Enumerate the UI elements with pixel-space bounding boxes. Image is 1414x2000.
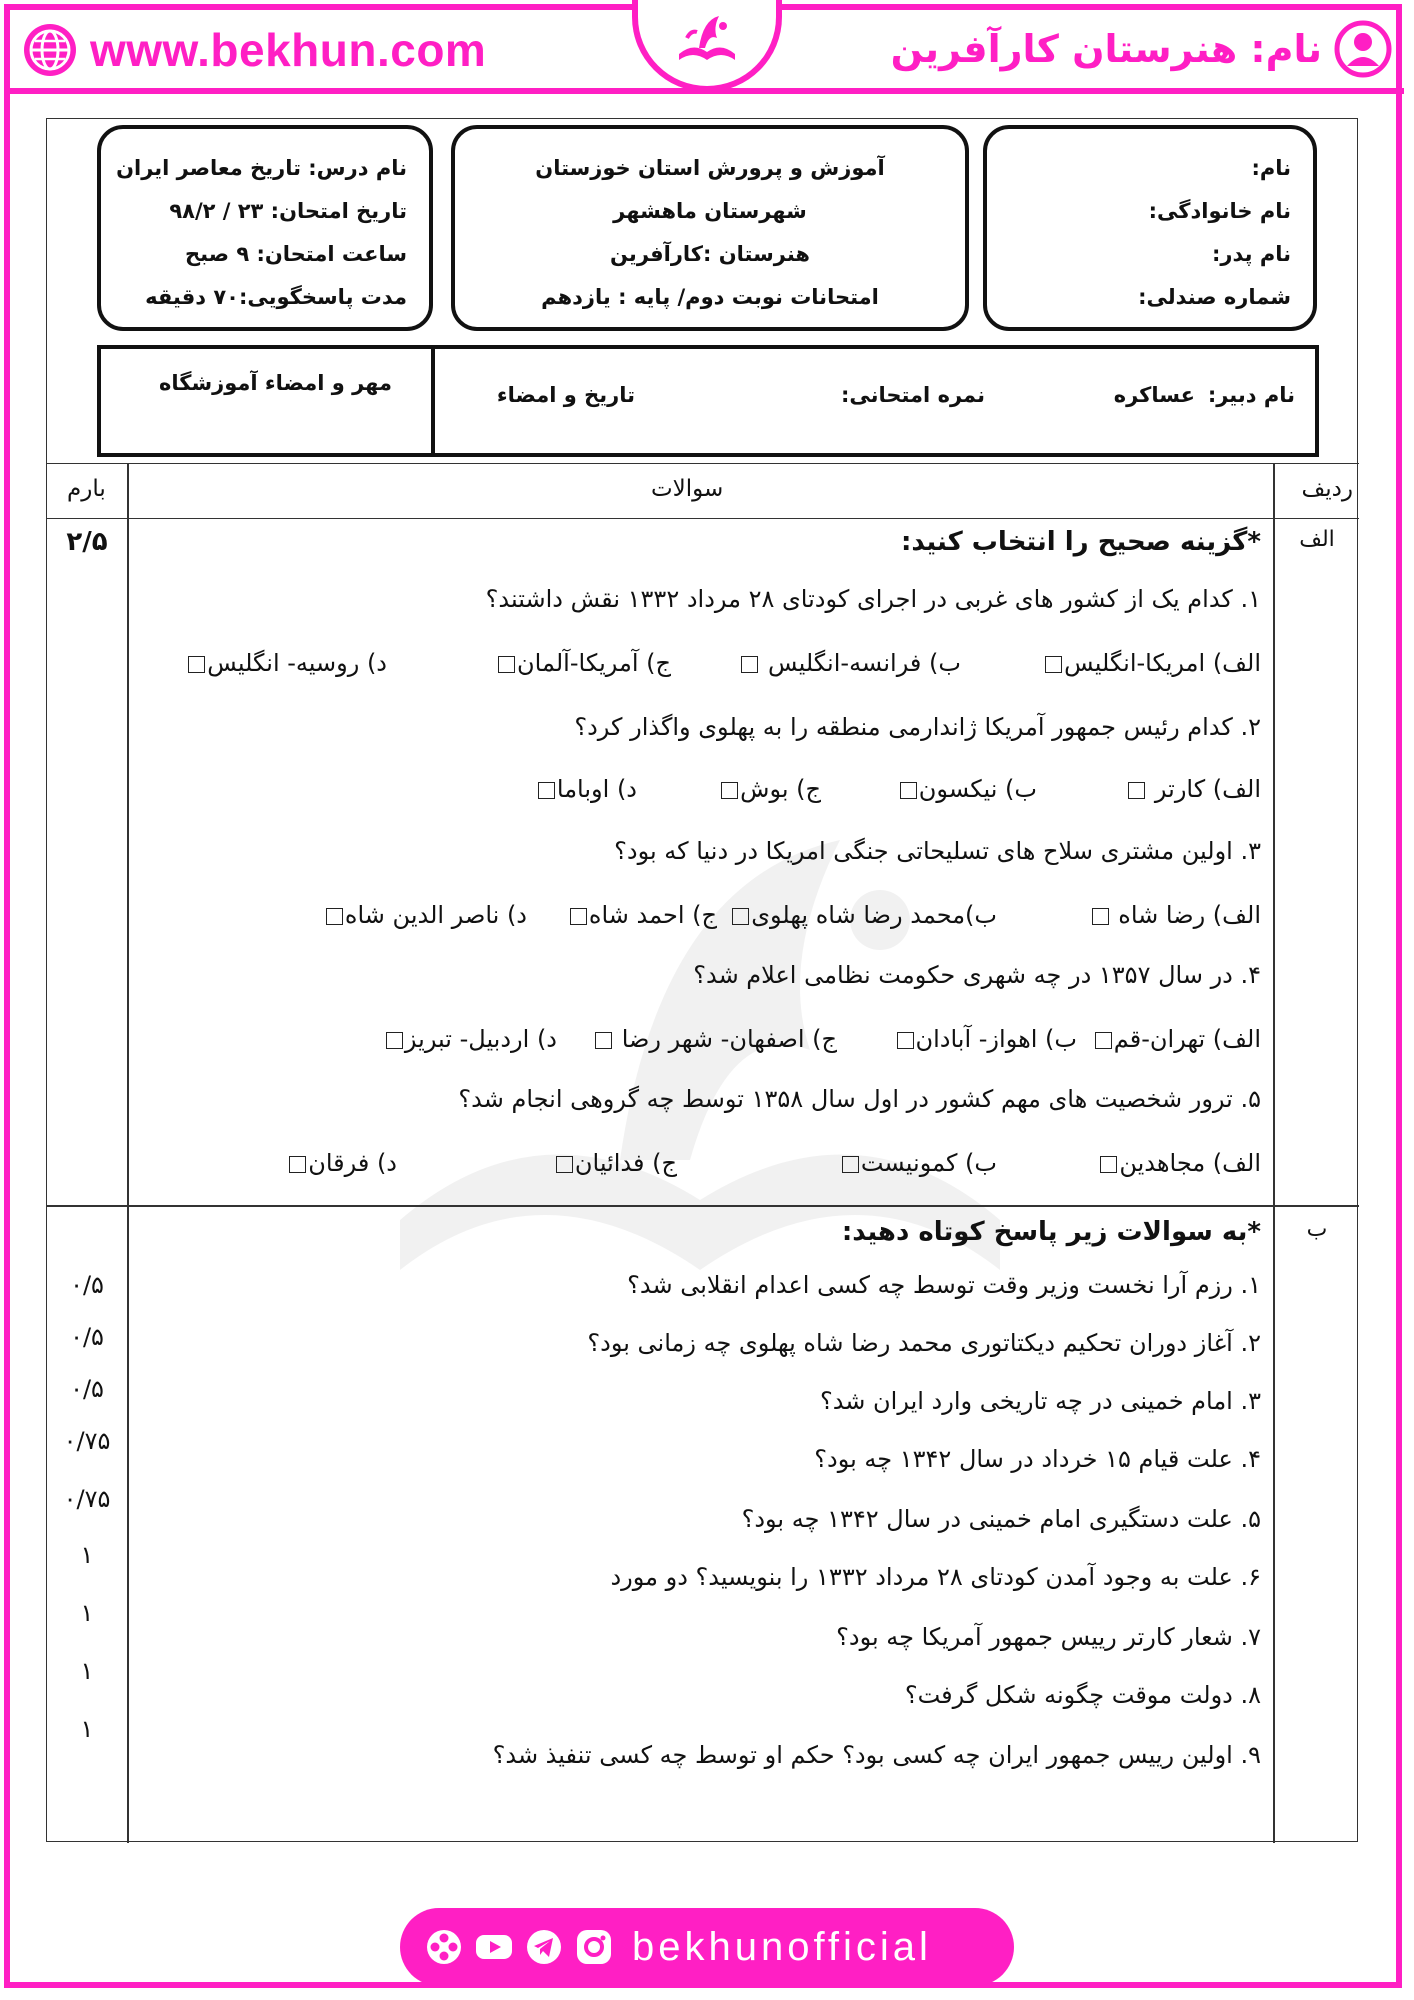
question-score: ۱ bbox=[80, 1657, 94, 1685]
question-score: ۱ bbox=[80, 1715, 94, 1743]
checkbox-icon[interactable] bbox=[897, 1032, 914, 1049]
course-info-box bbox=[97, 125, 433, 331]
top-bar bbox=[0, 0, 1414, 96]
short-question-8: ۸. دولت موقت چگونه شکل گرفت؟ bbox=[904, 1681, 1261, 1709]
checkbox-icon[interactable] bbox=[1100, 1156, 1117, 1173]
checkbox-icon[interactable] bbox=[842, 1156, 859, 1173]
city-line: شهرستان ماهشهر bbox=[613, 199, 807, 223]
question-score: ۰/۷۵ bbox=[63, 1485, 111, 1513]
mc-question-3: ۳. اولین مشتری سلاح های تسلیحاتی جنگی امریکا در دنیا که بود؟ bbox=[614, 837, 1261, 865]
checkbox-icon[interactable] bbox=[732, 908, 749, 925]
checkbox-icon[interactable] bbox=[1045, 656, 1062, 673]
organization-box bbox=[451, 125, 969, 331]
mc-option[interactable]: ب)محمد رضا شاه پهلوی bbox=[730, 901, 997, 929]
question-score: ۰/۷۵ bbox=[63, 1427, 111, 1455]
mc-option[interactable]: د) روسیه- انگلیس bbox=[186, 649, 387, 677]
mc-option[interactable]: د) ناصر الدین شاه bbox=[324, 901, 527, 929]
province-line: آموزش و پرورش استان خوزستان bbox=[535, 156, 885, 180]
father-name-label: نام پدر: bbox=[1212, 242, 1291, 266]
teacher-label: نام دبیر: bbox=[1207, 383, 1295, 407]
mc-option[interactable]: الف) رضا شاه bbox=[1090, 901, 1261, 929]
question-score: ۱ bbox=[80, 1541, 94, 1569]
school-header bbox=[891, 18, 1392, 80]
short-question-9: ۹. اولین رییس جمهور ایران چه کسی بود؟ حکم او توسط چه کسی تنفیذ شد؟ bbox=[492, 1741, 1261, 1769]
checkbox-icon[interactable] bbox=[556, 1156, 573, 1173]
row-column-header: ردیف bbox=[1301, 476, 1353, 502]
exam-time: ساعت امتحان: ۹ صبح bbox=[185, 242, 407, 266]
youtube-icon[interactable] bbox=[474, 1927, 514, 1967]
site-link[interactable] bbox=[22, 20, 486, 80]
score-column-line bbox=[127, 463, 129, 1843]
mc-option[interactable]: د) اوباما bbox=[536, 775, 637, 803]
checkbox-icon[interactable] bbox=[538, 782, 555, 799]
checkbox-icon[interactable] bbox=[386, 1032, 403, 1049]
mc-option[interactable]: د) اردبیل- تبریز bbox=[384, 1025, 557, 1053]
short-question-3: ۳. امام خمینی در چه تاریخی وارد ایران شد؟ bbox=[819, 1387, 1261, 1415]
mc-option[interactable]: ج) بوش bbox=[719, 775, 821, 803]
mc-option[interactable]: ج) آمریکا-آلمان bbox=[496, 649, 671, 677]
mc-option[interactable]: ب) اهواز- آبادان bbox=[895, 1025, 1078, 1053]
school-stamp-label: مهر و امضاء آموزشگاه bbox=[159, 371, 393, 395]
site-url: www.bekhun.com bbox=[90, 24, 487, 76]
teacher-name: عساکره bbox=[1113, 383, 1195, 407]
exam-date: تاریخ امتحان: ۲۳ / ۹۸/۲ bbox=[169, 199, 407, 223]
social-footer bbox=[400, 1908, 1014, 1986]
score-column-header: بارم bbox=[67, 476, 106, 502]
exam-term-line: امتحانات نوبت دوم/ پایه : یازدهم bbox=[541, 285, 879, 309]
table-header bbox=[47, 463, 1359, 519]
mc-question-2: ۲. کدام رئیس جمهور آمریکا ژاندارمی منطقه را به پهلوی واگذار کرد؟ bbox=[574, 713, 1261, 741]
header-divider bbox=[10, 88, 1404, 94]
short-question-4: ۴. علت قیام ۱۵ خرداد در سال ۱۳۴۲ چه بود؟ bbox=[814, 1445, 1261, 1473]
signature-divider bbox=[431, 349, 435, 453]
short-question-2: ۲. آغاز دوران تحکیم دیکتاتوری محمد رضا شاه پهلوی چه زمانی بود؟ bbox=[587, 1329, 1261, 1357]
student-family-label: نام خانوادگی: bbox=[1148, 199, 1291, 223]
section-a-label: الف bbox=[1299, 527, 1335, 552]
section-b-label: ب bbox=[1306, 1217, 1328, 1242]
question-score: ۰/۵ bbox=[70, 1375, 104, 1403]
mc-question-5: ۵. ترور شخصیت های مهم کشور در اول سال ۱۳۵۸ توسط چه گروهی انجام شد؟ bbox=[458, 1085, 1261, 1113]
short-question-1: ۱. رزم آرا نخست وزیر وقت توسط چه کسی اعدام انقلابی شد؟ bbox=[627, 1271, 1261, 1299]
exam-sheet bbox=[46, 118, 1358, 1842]
signature-row bbox=[97, 345, 1319, 457]
mc-option[interactable]: ب) فرانسه-انگلیس bbox=[739, 649, 961, 677]
checkbox-icon[interactable] bbox=[900, 782, 917, 799]
mc-option[interactable]: الف) تهران-قم bbox=[1093, 1025, 1261, 1053]
aparat-icon[interactable] bbox=[424, 1927, 464, 1967]
mc-question-1: ۱. کدام یک از کشور های غربی در اجرای کودتای ۲۸ مرداد ۱۳۳۲ نقش داشتند؟ bbox=[485, 585, 1261, 613]
checkbox-icon[interactable] bbox=[1092, 908, 1109, 925]
section-a-score: ۲/۵ bbox=[66, 527, 108, 557]
section-a-title: *گزینه صحیح را انتخاب کنید: bbox=[900, 527, 1261, 557]
checkbox-icon[interactable] bbox=[1128, 782, 1145, 799]
school-name: نام: هنرستان کارآفرین bbox=[890, 27, 1322, 71]
mc-question-4: ۴. در سال ۱۳۵۷ در چه شهری حکومت نظامی اعلام شد؟ bbox=[693, 961, 1261, 989]
short-question-7: ۷. شعار کارتر رییس جمهور آمریکا چه بود؟ bbox=[836, 1623, 1261, 1651]
checkbox-icon[interactable] bbox=[498, 656, 515, 673]
mc-option[interactable]: ب) کمونیست bbox=[840, 1149, 997, 1177]
seat-number-label: شماره صندلی: bbox=[1138, 285, 1291, 309]
question-score: ۱ bbox=[80, 1599, 94, 1627]
telegram-icon[interactable] bbox=[524, 1927, 564, 1967]
checkbox-icon[interactable] bbox=[1095, 1032, 1112, 1049]
mc-option[interactable]: الف) مجاهدین bbox=[1098, 1149, 1261, 1177]
checkbox-icon[interactable] bbox=[741, 656, 758, 673]
social-handle[interactable]: bekhunofficial bbox=[632, 1924, 932, 1969]
mc-option[interactable]: الف) کارتر bbox=[1126, 775, 1261, 803]
section-b-title: *به سوالات زیر پاسخ کوتاه دهید: bbox=[841, 1217, 1261, 1247]
globe-icon bbox=[22, 22, 78, 78]
student-name-label: نام: bbox=[1251, 156, 1291, 180]
mc-option[interactable]: د) فرقان bbox=[287, 1149, 397, 1177]
section-separator bbox=[47, 1205, 1359, 1207]
question-score: ۰/۵ bbox=[70, 1271, 104, 1299]
checkbox-icon[interactable] bbox=[595, 1032, 612, 1049]
grade-label: نمره امتحانی: bbox=[840, 383, 985, 407]
exam-duration: مدت پاسخگویی:۷۰ دقیقه bbox=[145, 285, 407, 309]
mc-option[interactable]: الف) امریکا-انگلیس bbox=[1043, 649, 1261, 677]
student-info-box bbox=[983, 125, 1317, 331]
school-line: هنرستان :کارآفرین bbox=[610, 242, 810, 266]
questions-column-header: سوالات bbox=[651, 476, 724, 502]
checkbox-icon[interactable] bbox=[289, 1156, 306, 1173]
user-icon bbox=[1334, 20, 1392, 78]
mc-option[interactable]: ج) اصفهان- شهر رضا bbox=[593, 1025, 837, 1053]
question-score: ۰/۵ bbox=[70, 1323, 104, 1351]
course-name: نام درس: تاریخ معاصر ایران bbox=[116, 156, 407, 180]
checkbox-icon[interactable] bbox=[326, 908, 343, 925]
checkbox-icon[interactable] bbox=[721, 782, 738, 799]
short-question-5: ۵. علت دستگیری امام خمینی در سال ۱۳۴۲ چه بود؟ bbox=[741, 1505, 1261, 1533]
date-signature-label: تاریخ و امضاء bbox=[496, 383, 635, 407]
short-question-6: ۶. علت به وجود آمدن کودتای ۲۸ مرداد ۱۳۳۲ را بنویسید؟ دو مورد bbox=[610, 1563, 1261, 1591]
row-column-line bbox=[1273, 463, 1275, 1843]
mc-option[interactable]: ب) نیکسون bbox=[898, 775, 1037, 803]
mc-option[interactable]: ج) فدائیان bbox=[554, 1149, 677, 1177]
checkbox-icon[interactable] bbox=[188, 656, 205, 673]
mc-option[interactable]: ج) احمد شاه bbox=[568, 901, 717, 929]
checkbox-icon[interactable] bbox=[570, 908, 587, 925]
brand-logo bbox=[632, 0, 782, 92]
book-logo-icon bbox=[659, 8, 755, 78]
instagram-icon[interactable] bbox=[574, 1927, 614, 1967]
